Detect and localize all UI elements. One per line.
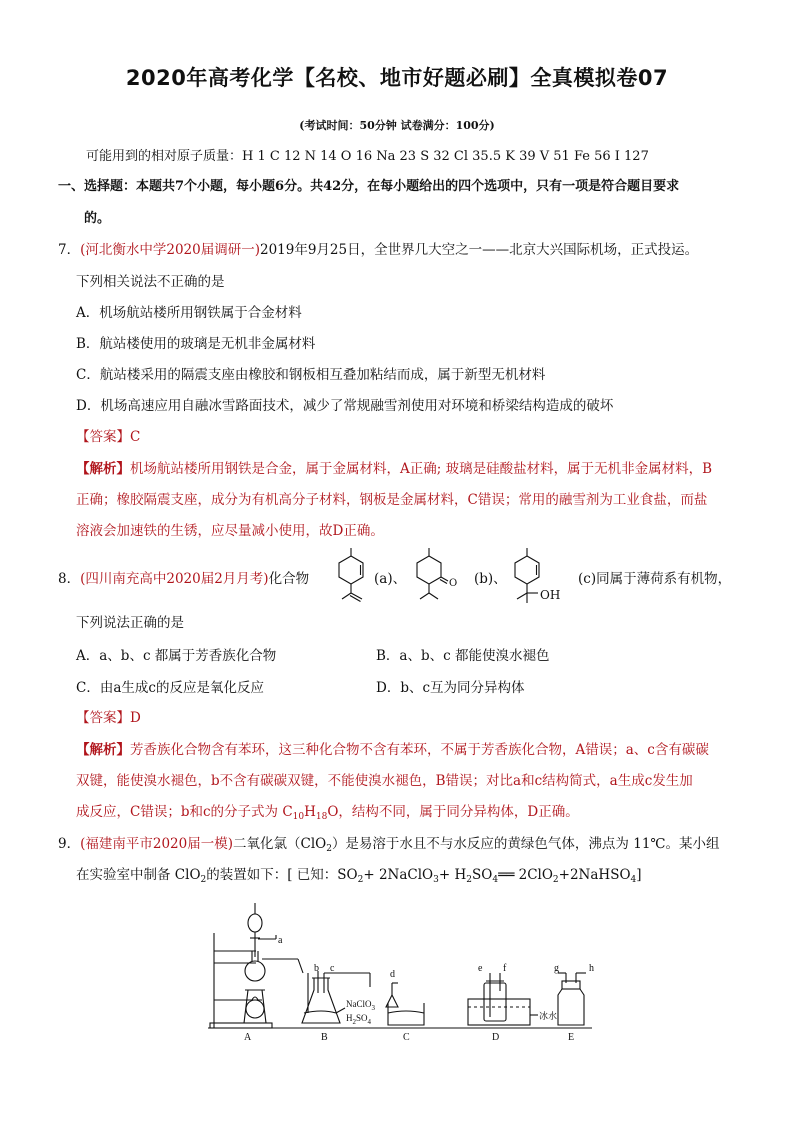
q8-stem xyxy=(58,570,309,588)
q8-analysis-1 xyxy=(76,741,709,759)
q8-number: 8． xyxy=(58,571,81,587)
q7-question: 下列相关说法不正确的是 xyxy=(76,274,225,290)
molecule-b-structure xyxy=(410,546,460,606)
q9-s2f: ══ 2ClO xyxy=(498,867,553,883)
q9-s2b: 的装置如下：[ 已知：SO xyxy=(206,867,358,883)
q8-option-a: A．a、b、c 都属于芳香族化合物 xyxy=(76,648,277,664)
oh-label: OH xyxy=(540,588,561,602)
q9-sub-so2: 2 xyxy=(357,875,364,885)
q7-option-d: D．机场高速应用自融冰雪路面技术，减少了常规融雪剂使用对环境和桥梁结构造成的破坏 xyxy=(76,398,614,414)
q7-analysis-text: 机场航站楼所用钢铁是合金，属于金属材料，A正确; 玻璃是硅酸盐材料，属于无机非金属材料，B xyxy=(130,461,713,477)
label-d: d xyxy=(390,969,395,980)
q7-analysis-label: 【解析】 xyxy=(76,461,130,477)
q7-analysis-3: 溶液会加速铁的生锈，应尽量减小使用，故D正确。 xyxy=(76,523,384,539)
caption-d: D xyxy=(492,1032,500,1043)
exam-info: (考试时间：50分钟 试卷满分：100分) xyxy=(299,119,495,132)
q9-sub-h2: 2 xyxy=(466,875,472,885)
caption-e: E xyxy=(568,1032,575,1043)
q7-option-a: A．机场航站楼所用钢铁属于合金材料 xyxy=(76,305,302,321)
q9-stem-2 xyxy=(76,866,642,889)
q7-option-c: C．航站楼采用的隔震支座由橡胶和钢板相互叠加粘结而成，属于新型无机材料 xyxy=(76,367,546,383)
q9-s2e: SO xyxy=(472,867,493,883)
apparatus-lines xyxy=(208,903,592,1028)
apparatus-diagram xyxy=(200,895,600,1045)
label-h: h xyxy=(589,963,594,974)
q8-analysis-2: 双键，能使溴水褪色，b不含有碳碳双键，不能使溴水褪色，B错误；对比a和c结构简式，a生成c发生加 xyxy=(76,773,693,789)
svg-text:O: O xyxy=(449,578,458,589)
q8-label-c: (c)同属于薄荷系有机物， xyxy=(578,571,732,587)
q9-sub-clo2: 2 xyxy=(552,875,559,885)
formula-sub-10: 10 xyxy=(292,812,305,822)
q9-source: (福建南平市2020届一模) xyxy=(80,836,233,852)
naclo3-text: NaClO xyxy=(346,999,372,1009)
q8-analysis-text: 芳香族化合物含有苯环，这三种化合物不含有苯环，不属于芳香族化合物，A错误；a、c含有碳碳 xyxy=(130,742,709,758)
q7-number: 7． xyxy=(58,242,81,258)
ice-water-label: 冰水 xyxy=(539,1012,558,1022)
q8-analysis-3b: H xyxy=(304,804,316,820)
q8-label-b: (b)、 xyxy=(474,571,507,587)
q9-s2h: ] xyxy=(636,867,642,883)
q7-text: 2019年9月25日，全世界几大空之一——北京大兴国际机场，正式投运。 xyxy=(259,242,699,258)
q9-s2a: 在实验室中制备 ClO xyxy=(76,867,201,883)
q7-answer: 【答案】C xyxy=(76,429,141,445)
section-heading: 一、选择题：本题共7个小题，每小题6分。共42分，在每小题给出的四个选项中，只有一项是符合题目要求 xyxy=(58,179,680,194)
q9-text-b: ）是易溶于水且不与水反应的黄绿色气体，沸点为 11℃。某小组 xyxy=(331,836,720,852)
apparatus-letters xyxy=(244,935,594,1043)
q9-s2g: +2NaHSO xyxy=(558,867,631,883)
q9-sub-nahso4: 4 xyxy=(630,875,637,885)
h2so4-h: H xyxy=(346,1013,353,1023)
h2so4-sub4: 4 xyxy=(367,1018,372,1026)
q7-analysis-2: 正确；橡胶隔震支座，成分为有机高分子材料，钢板是金属材料，C错误；常用的融雪剂为工业食盐，而盐 xyxy=(76,492,708,508)
q9-s2d: + H xyxy=(438,867,467,883)
naclo3-sub: 3 xyxy=(371,1004,375,1012)
q8-answer: 【答案】D xyxy=(76,710,141,726)
q9-text-a: 二氧化氯（ClO xyxy=(232,836,327,852)
q9-s2c: + 2NaClO xyxy=(363,867,434,883)
q8-analysis-3 xyxy=(76,803,579,826)
q7-stem xyxy=(58,241,698,259)
q9-sub-so4: 4 xyxy=(492,875,499,885)
section-heading-cont: 的。 xyxy=(84,211,111,226)
q8-source: (四川南充高中2020届2月月考) xyxy=(80,571,269,587)
q8-option-d: D．b、c互为同分异构体 xyxy=(376,680,525,696)
label-c: c xyxy=(330,963,335,974)
q8-question: 下列说法正确的是 xyxy=(76,615,184,631)
q9-stem xyxy=(58,835,720,858)
label-a: a xyxy=(278,935,283,946)
q8-option-b: B．a、b、c 都能使溴水褪色 xyxy=(376,648,550,664)
label-f: f xyxy=(503,963,507,974)
page-title: 2020年高考化学【名校、地市好题必刷】全真模拟卷07 xyxy=(125,66,669,90)
label-e: e xyxy=(478,963,483,974)
naclo3-label xyxy=(346,999,376,1012)
h2so4-label xyxy=(346,1013,372,1026)
h2so4-sub2: 2 xyxy=(352,1018,356,1026)
caption-a: A xyxy=(244,1032,252,1043)
reagent-labels xyxy=(346,999,376,1026)
q8-compound-word: 化合物 xyxy=(268,571,310,587)
caption-b: B xyxy=(321,1032,328,1043)
q8-analysis-label: 【解析】 xyxy=(76,742,130,758)
q9-s2sub: 2 xyxy=(200,875,207,885)
q9-number: 9． xyxy=(58,836,81,852)
q7-option-b: B．航站楼使用的玻璃是无机非金属材料 xyxy=(76,336,316,352)
molecule-a-structure xyxy=(332,546,370,606)
q7-source: (河北衡水中学2020届调研一) xyxy=(80,242,260,258)
h2so4-so: SO xyxy=(356,1013,368,1023)
caption-c: C xyxy=(403,1032,410,1043)
label-g: g xyxy=(554,963,559,974)
q7-analysis-1 xyxy=(76,460,712,478)
label-b: b xyxy=(314,963,319,974)
q8-analysis-3c: O，结构不同，属于同分异构体，D正确。 xyxy=(327,804,579,820)
q8-label-a: (a)、 xyxy=(374,571,407,587)
q9-sub: 2 xyxy=(326,844,332,854)
atomic-masses: 可能用到的相对原子质量：H 1 C 12 N 14 O 16 Na 23 S 32 Cl 35.5 K 39 V 51 Fe 56 I 127 xyxy=(86,149,649,164)
q8-analysis-3a: 成反应，C错误；b和c的分子式为 C xyxy=(76,804,293,820)
q8-option-c: C．由a生成c的反应是氧化反应 xyxy=(76,680,264,696)
q9-sub-naclo3: 3 xyxy=(433,875,439,885)
formula-sub-18: 18 xyxy=(315,812,328,822)
